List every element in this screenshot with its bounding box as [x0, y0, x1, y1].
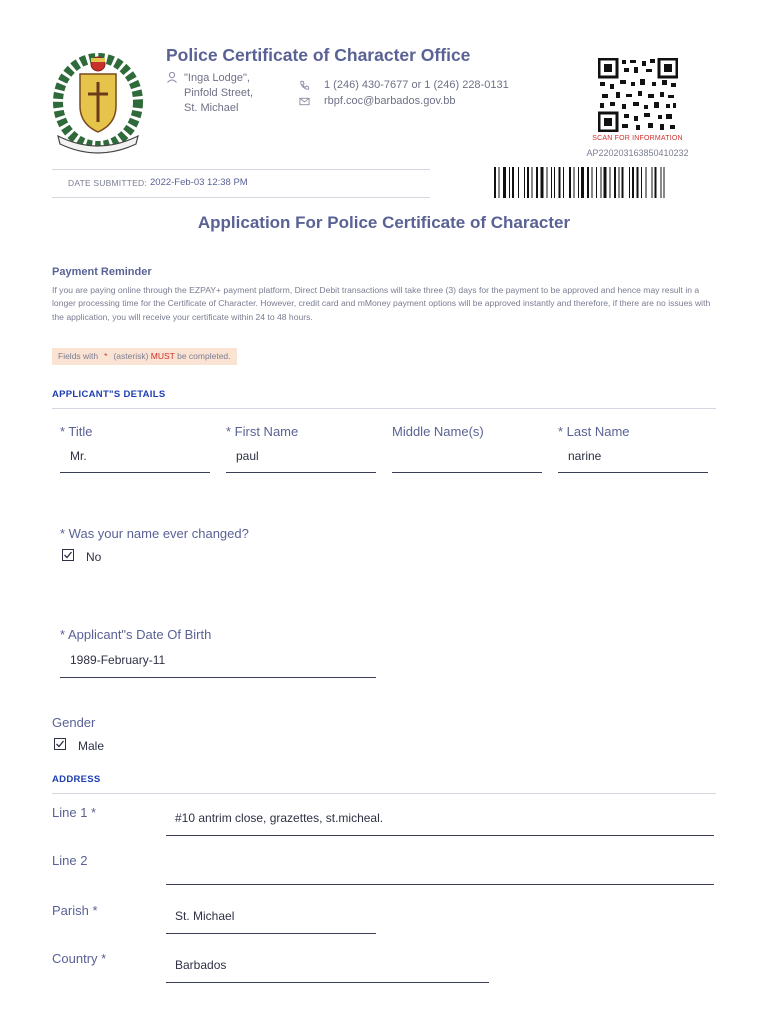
- barcode-bar: [527, 167, 529, 198]
- barcode-bar: [646, 167, 647, 198]
- applicant-details-heading: APPLICANT"S DETAILS: [52, 389, 166, 400]
- barcode: [494, 167, 716, 198]
- line1-label: Line 1 *: [52, 805, 97, 820]
- address-heading: ADDRESS: [52, 774, 101, 785]
- barcode-bar: [503, 167, 506, 198]
- date-submitted-label: DATE SUBMITTED:: [68, 178, 147, 188]
- parish-label: Parish *: [52, 903, 98, 918]
- barcode-bar: [664, 167, 665, 198]
- office-email: rbpf.coc@barbados.gov.bb: [324, 95, 456, 107]
- barcode-bar: [604, 167, 607, 198]
- gender-label: Gender: [52, 715, 96, 730]
- address-line-2: Pinfold Street,: [184, 87, 254, 99]
- barcode-bar: [532, 167, 533, 198]
- barcode-bar: [559, 167, 561, 198]
- name-changed-no-checkbox[interactable]: [62, 549, 74, 561]
- dob-underline: [60, 677, 376, 678]
- application-title: Application For Police Certificate of Character: [197, 213, 571, 232]
- barcode-bar: [578, 167, 579, 198]
- office-phone: 1 (246) 430-7677 or 1 (246) 228-0131: [324, 79, 509, 91]
- middle-name-underline: [392, 472, 542, 473]
- section-divider: [52, 408, 716, 409]
- scan-label: SCAN FOR INFORMATION: [592, 135, 683, 142]
- section-divider: [52, 793, 716, 794]
- country-underline: [166, 982, 489, 983]
- barcode-bar: [547, 167, 548, 198]
- barcode-bar: [661, 167, 662, 198]
- barcode-bar: [641, 167, 642, 198]
- barcode-bar: [569, 167, 571, 198]
- first-name-underline: [226, 472, 376, 473]
- barcode-bar: [655, 167, 657, 198]
- line2-underline: [166, 884, 714, 885]
- last-name-field[interactable]: narine: [568, 449, 602, 463]
- barcode-bar: [563, 167, 564, 198]
- note-middle: (asterisk): [113, 351, 149, 361]
- last-name-underline: [558, 472, 708, 473]
- barcode-bar: [574, 167, 575, 198]
- date-submitted-value: 2022-Feb-03 12:38 PM: [150, 177, 248, 188]
- first-name-field[interactable]: paul: [236, 449, 259, 463]
- barcode-bar: [541, 167, 544, 198]
- barcode-bar: [494, 167, 496, 198]
- middle-name-label: Middle Name(s): [392, 424, 484, 439]
- line1-field[interactable]: #10 antrim close, grazettes, st.micheal.: [175, 811, 384, 825]
- barcode-bar: [596, 167, 597, 198]
- barcode-bar: [619, 167, 620, 198]
- barcode-bar: [601, 167, 602, 198]
- police-crest-logo: [50, 44, 146, 160]
- barcode-bar: [622, 167, 624, 198]
- country-field[interactable]: Barbados: [175, 958, 227, 972]
- dob-label: * Applicant"s Date Of Birth: [60, 627, 212, 642]
- name-changed-no-label: No: [86, 550, 102, 564]
- country-label: Country *: [52, 951, 107, 966]
- title-field[interactable]: Mr.: [70, 449, 87, 463]
- dob-field[interactable]: 1989-February-11: [70, 653, 166, 667]
- barcode-bar: [551, 167, 552, 198]
- qr-code[interactable]: [598, 58, 678, 132]
- first-name-label: * First Name: [226, 424, 299, 439]
- gender-male-checkbox[interactable]: [54, 738, 66, 750]
- barcode-bar: [581, 167, 584, 198]
- address-line-1: "Inga Lodge",: [184, 72, 250, 84]
- barcode-bar: [629, 167, 630, 198]
- barcode-bar: [592, 167, 593, 198]
- required-star: *: [104, 351, 108, 361]
- barcode-bar: [554, 167, 555, 198]
- user-location-icon: [166, 71, 178, 83]
- barcode-bar: [614, 167, 616, 198]
- note-must: MUST: [150, 351, 175, 361]
- line1-underline: [166, 835, 714, 836]
- payment-reminder-text: If you are paying online through the EZPAY+ payment platform, Direct Debit transactions will take three (3) days for the payment to be approved and hence may result in a longer processing time for the Certificate of Character. However, credit card and mMoney payment options will be approved instantly and therefore, if there are no issues with the application, you will receive your certificate within 24 to 48 hours.: [52, 285, 711, 322]
- note-prefix: Fields with: [58, 351, 99, 361]
- phone-icon: [299, 80, 310, 91]
- barcode-bar: [499, 167, 500, 198]
- barcode-bar: [518, 167, 519, 198]
- line2-label: Line 2: [52, 853, 88, 868]
- barcode-bar: [509, 167, 510, 198]
- last-name-label: * Last Name: [558, 424, 630, 439]
- barcode-bar: [610, 167, 611, 198]
- parish-underline: [166, 933, 376, 934]
- barcode-bar: [652, 167, 653, 198]
- required-fields-note: [52, 348, 237, 365]
- office-address: [184, 71, 253, 116]
- title-label: * Title: [60, 424, 93, 439]
- reference-code: AP220203163850410232: [586, 148, 689, 158]
- barcode-bar: [587, 167, 589, 198]
- barcode-bar: [536, 167, 538, 198]
- parish-field[interactable]: St. Michael: [175, 909, 235, 923]
- email-icon: [299, 96, 310, 107]
- barcode-bar: [512, 167, 514, 198]
- barcode-bar: [524, 167, 525, 198]
- barcode-bar: [632, 167, 634, 198]
- barcode-bar: [637, 167, 639, 198]
- name-changed-label: * Was your name ever changed?: [60, 526, 249, 541]
- address-line-3: St. Michael: [184, 102, 239, 114]
- office-title: Police Certificate of Character Office: [166, 45, 471, 65]
- payment-reminder-title: Payment Reminder: [52, 266, 152, 278]
- title-field-underline: [60, 472, 210, 473]
- gender-male-label: Male: [78, 739, 105, 753]
- note-suffix: be completed.: [177, 351, 231, 361]
